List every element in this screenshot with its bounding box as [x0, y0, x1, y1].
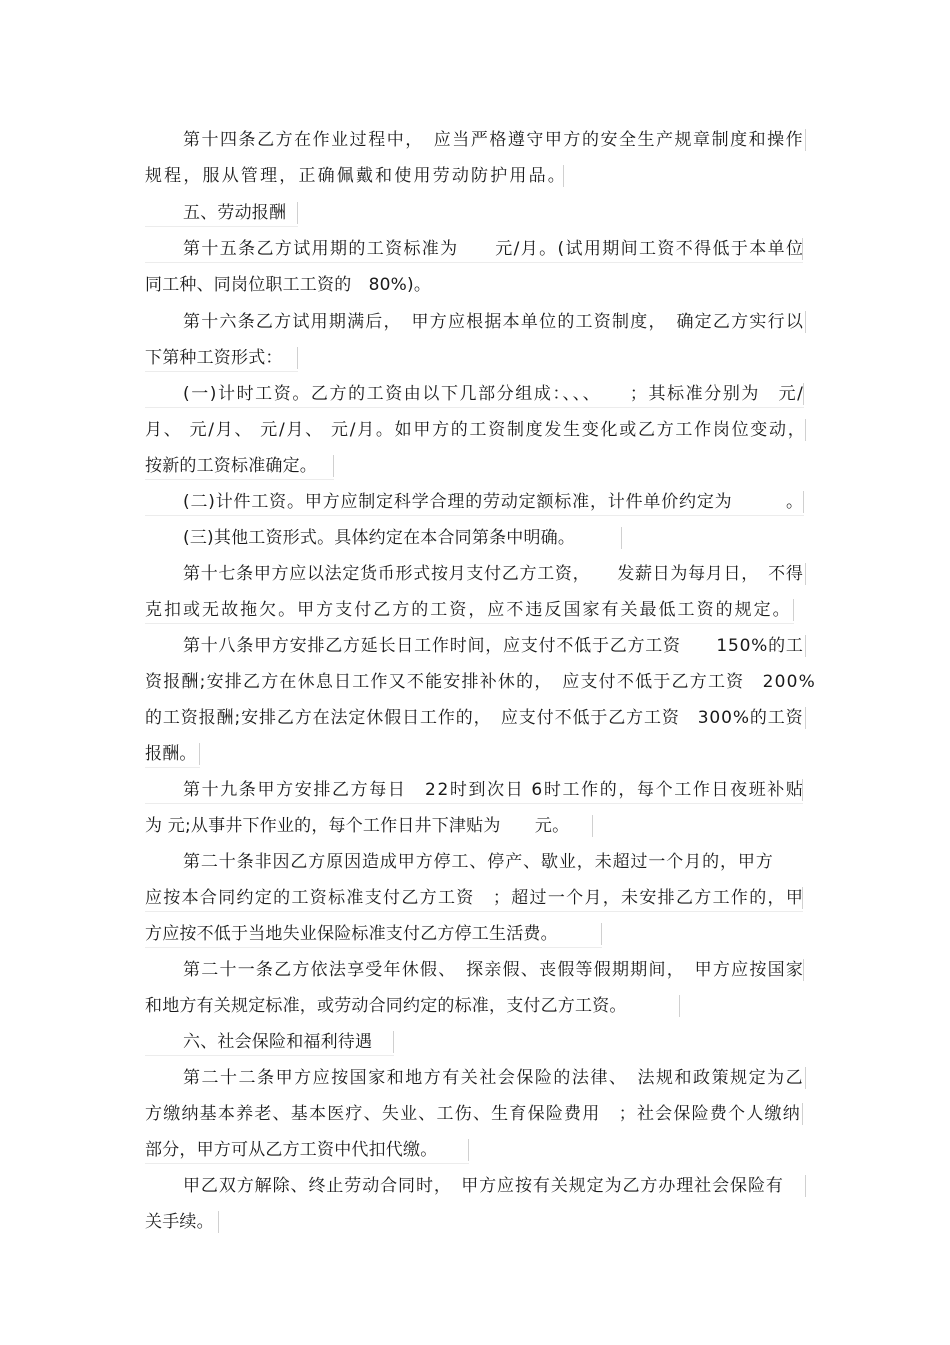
text-line: 同工种、同岗位职工工资的 80%)。	[145, 275, 432, 295]
text-underline-mark	[145, 371, 298, 372]
text-line: 下第种工资形式：	[145, 348, 283, 368]
text-margin-mark	[393, 1031, 394, 1053]
text-underline-mark	[145, 1055, 394, 1056]
text-margin-mark	[333, 455, 334, 477]
text-margin-mark	[805, 635, 806, 657]
text-line: 第十九条甲方安排乙方每日 22时到次日 6时工作的，每个工作日夜班补贴	[183, 780, 805, 800]
text-line: 规程，服从管理，正确佩戴和使用劳动防护用品。	[145, 166, 567, 186]
text-line: 第十七条甲方应以法定货币形式按月支付乙方工资， 发薪日为每月日， 不得	[183, 564, 804, 584]
text-margin-mark	[199, 743, 200, 765]
text-line: 月、 元/月、 元/月、 元/月。如甲方的工资制度发生变化或乙方工作岗位变动，	[145, 420, 807, 440]
text-line: 按新的工资标准确定。	[145, 456, 317, 476]
text-margin-mark	[679, 995, 680, 1017]
text-line: 资报酬;安排乙方在休息日工作又不能安排补休的， 应支付不低于乙方工资 200%	[145, 672, 817, 692]
text-margin-mark	[563, 165, 564, 187]
text-line: 第十四条乙方在作业过程中， 应当严格遵守甲方的安全生产规章制度和操作	[183, 130, 805, 150]
text-underline-mark	[145, 947, 602, 948]
text-margin-mark	[297, 202, 298, 224]
text-line: 第十八条甲方安排乙方延长日工作时间，应支付不低于乙方工资 150%的工	[183, 636, 804, 656]
text-underline-mark	[145, 623, 794, 624]
text-line: 和地方有关规定标准，或劳动合同约定的标准，支付乙方工资。	[145, 996, 627, 1016]
text-underline-mark	[145, 767, 200, 768]
text-underline-mark	[145, 911, 803, 912]
text-line: (一)计时工资。乙方的工资由以下几部分组成：、、、 ；其标准分别为 元/	[183, 384, 805, 404]
text-margin-mark	[805, 563, 806, 585]
text-underline-mark	[145, 262, 803, 263]
text-margin-mark	[803, 491, 804, 513]
text-line: 报酬。	[145, 744, 197, 764]
text-line: (三)其他工资形式。具体约定在本合同第条中明确。	[183, 528, 576, 548]
text-line: 应按本合同约定的工资标准支付乙方工资 ；超过一个月，未安排乙方工作的，甲	[145, 888, 805, 908]
text-margin-mark	[601, 923, 602, 945]
text-line: 克扣或无故拖欠。甲方支付乙方的工资，应不违反国家有关最低工资的规定。	[145, 600, 792, 620]
text-margin-mark	[803, 959, 804, 981]
text-margin-mark	[803, 383, 804, 405]
text-line: 第二十一条乙方依法享受年休假、 探亲假、丧假等假期期间， 甲方应按国家	[183, 960, 805, 980]
text-line: 甲乙双方解除、终止劳动合同时， 甲方应按有关规定为乙方办理社会保险有	[183, 1176, 784, 1196]
section-heading: 六、社会保险和福利待遇	[183, 1032, 373, 1052]
text-line: 部分，甲方可从乙方工资中代扣代缴。	[145, 1140, 438, 1160]
text-underline-mark	[145, 803, 803, 804]
text-margin-mark	[793, 599, 794, 621]
text-line: 方缴纳基本养老、基本医疗、失业、工伤、生育保险费用 ；社会保险费个人缴纳	[145, 1104, 801, 1124]
text-margin-mark	[802, 887, 803, 909]
text-margin-mark	[805, 1067, 806, 1089]
text-margin-mark	[802, 238, 803, 260]
text-line: 第十五条乙方试用期的工资标准为 元/月。(试用期间工资不得低于本单位	[183, 239, 805, 259]
text-line: 第十六条乙方试用期满后， 甲方应根据本单位的工资制度， 确定乙方实行以	[183, 312, 805, 332]
text-underline-mark	[145, 226, 298, 227]
text-underline-mark	[145, 515, 804, 516]
text-margin-mark	[297, 347, 298, 369]
text-line: 方应按不低于当地失业保险标准支付乙方停工生活费。	[145, 924, 558, 944]
text-line: 关手续。	[145, 1212, 214, 1232]
text-margin-mark	[218, 1211, 219, 1233]
text-underline-mark	[145, 479, 334, 480]
text-underline-mark	[145, 407, 804, 408]
text-margin-mark	[621, 527, 622, 549]
text-margin-mark	[802, 779, 803, 801]
text-underline-mark	[145, 1163, 469, 1164]
text-margin-mark	[592, 815, 593, 837]
text-line: 第二十二条甲方应按国家和地方有关社会保险的法律、 法规和政策规定为乙	[183, 1068, 805, 1088]
text-margin-mark	[802, 1103, 803, 1125]
text-line: 的工资报酬;安排乙方在法定休假日工作的， 应支付不低于乙方工资 300%的工资	[145, 708, 804, 728]
text-margin-mark	[805, 311, 806, 333]
text-margin-mark	[805, 419, 806, 441]
section-heading: 五、劳动报酬	[183, 203, 287, 223]
text-line: 为 元;从事井下作业的，每个工作日井下津贴为 元。	[145, 816, 570, 836]
text-line: (二)计件工资。甲方应制定科学合理的劳动定额标准，计件单价约定为 。	[183, 492, 804, 512]
text-margin-mark	[805, 707, 806, 729]
text-margin-mark	[805, 129, 806, 151]
text-line: 第二十条非因乙方原因造成甲方停工、停产、歇业，未超过一个月的，甲方	[183, 852, 774, 872]
text-margin-mark	[805, 1175, 806, 1197]
text-margin-mark	[468, 1139, 469, 1161]
